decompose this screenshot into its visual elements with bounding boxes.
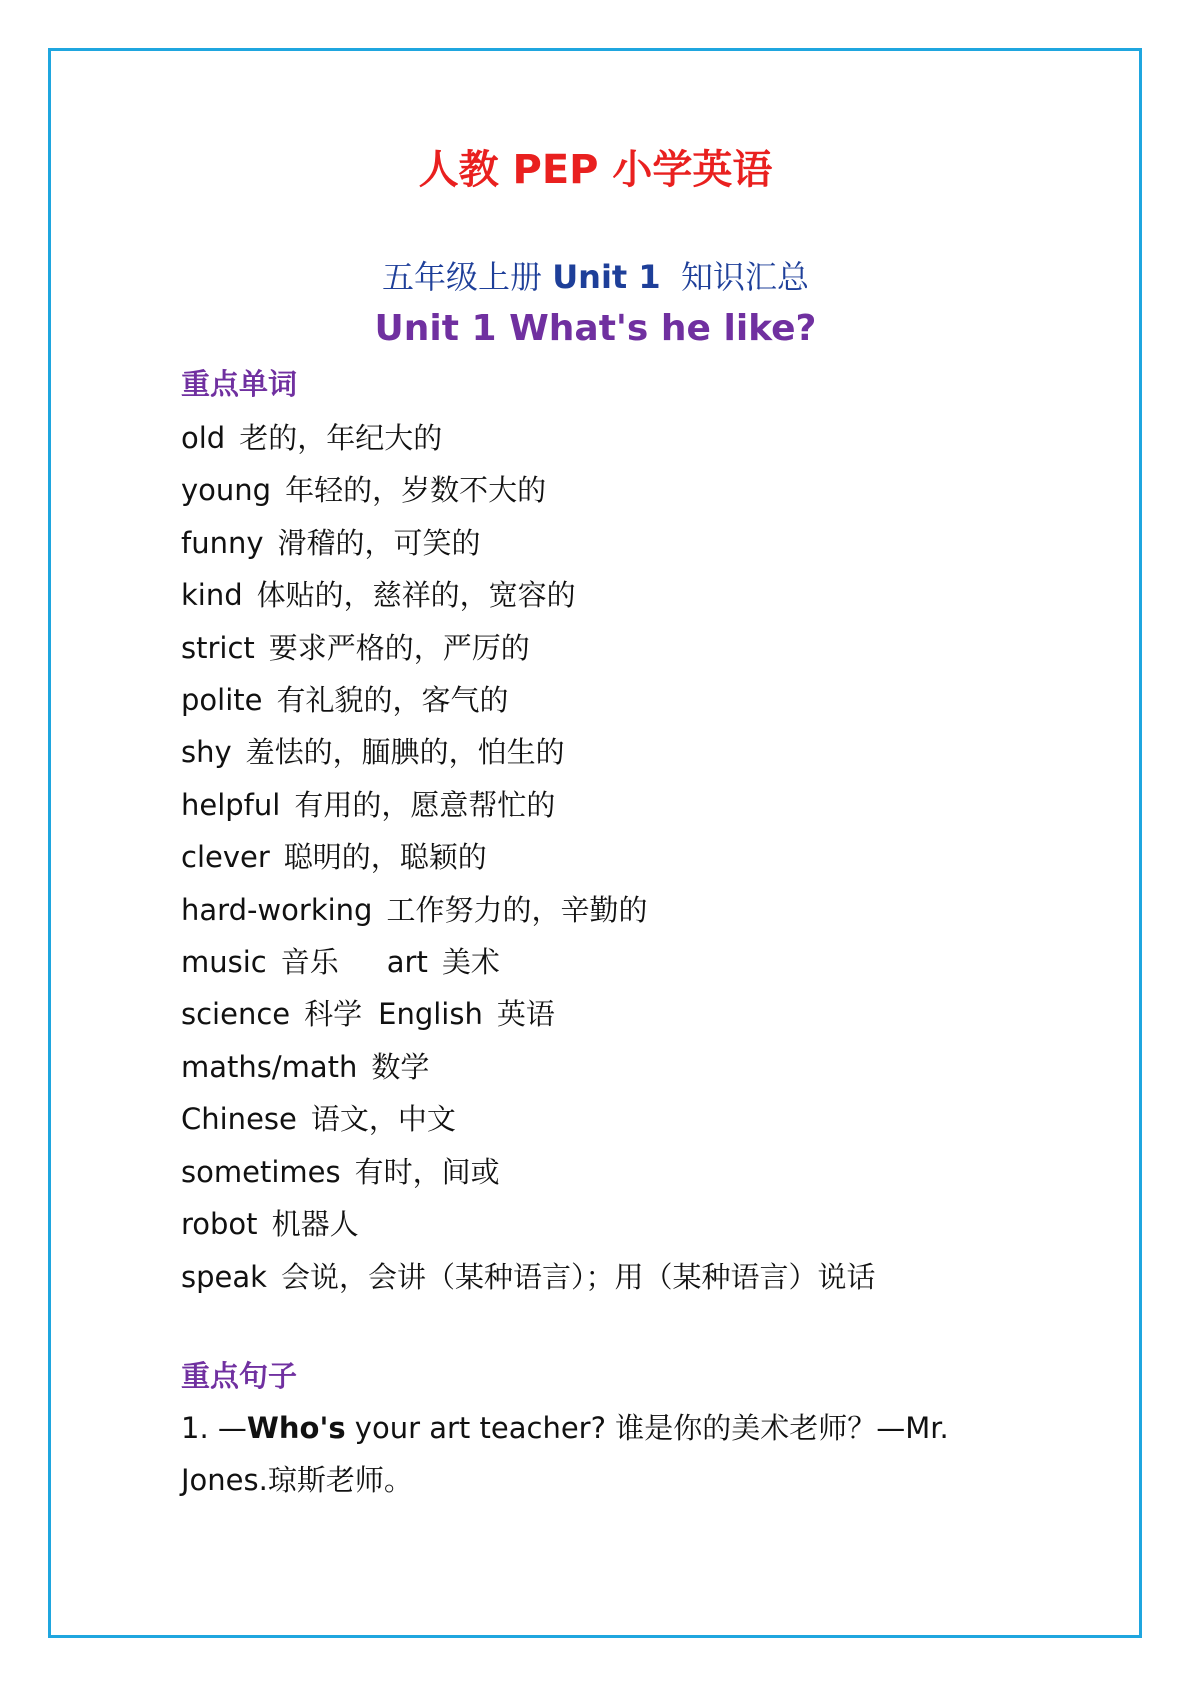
vocab-list [181, 412, 875, 1303]
vocab-item [181, 884, 875, 936]
vocab-word: helpful [181, 787, 281, 822]
subtitle-prefix: 五年级上册 [382, 258, 553, 296]
vocab-word: Chinese [181, 1102, 297, 1137]
vocab-item [181, 464, 875, 516]
page-subtitle [0, 253, 1191, 301]
vocab-item [181, 936, 875, 988]
vocab-word: shy [181, 735, 232, 770]
vocab-item [181, 674, 875, 726]
vocab-meaning: 机器人 [271, 1207, 359, 1242]
vocab-meaning: 会说，会讲（某种语言）；用（某种语言）说话 [280, 1259, 876, 1294]
vocab-item [181, 517, 875, 569]
vocab-list-container [181, 412, 875, 1303]
vocab-item [181, 831, 875, 883]
vocab-item [181, 726, 875, 778]
subtitle-suffix: 知识汇总 [660, 258, 809, 296]
vocab-word: clever [181, 840, 270, 875]
page-title: 人教 PEP 小学英语 [418, 147, 773, 193]
sentences-heading: 重点句子 [181, 1359, 298, 1393]
vocab-meaning: 音乐 [280, 945, 339, 980]
vocab-meaning: 老的，年纪大的 [239, 421, 443, 455]
vocab-item [181, 1198, 875, 1250]
vocab-meaning: 工作努力的，辛勤的 [386, 892, 648, 927]
vocab-meaning: 有用的，愿意帮忙的 [294, 787, 556, 822]
vocab-word: speak [181, 1259, 267, 1294]
vocab-word: English [378, 997, 483, 1032]
vocab-word: polite [181, 683, 263, 718]
vocab-item [181, 779, 875, 831]
unit-title: Unit 1 What's he like? [374, 308, 817, 349]
vocab-item [181, 1093, 875, 1145]
vocab-word: sometimes [181, 1154, 341, 1189]
vocab-word: maths/math [181, 1049, 358, 1084]
vocab-item [181, 569, 875, 621]
vocab-meaning: 数学 [371, 1049, 430, 1084]
vocab-word: hard-working [181, 892, 373, 927]
vocab-meaning: 羞怯的，腼腆的，怕生的 [245, 735, 565, 770]
vocab-meaning: 语文，中文 [310, 1102, 456, 1137]
vocab-heading: 重点单词 [181, 367, 298, 401]
vocab-meaning: 聪明的，聪颖的 [283, 840, 487, 875]
vocab-meaning: 有时，间或 [354, 1154, 500, 1189]
sentence-rest: your art teacher? 谁是你的美术老师？—Mr. Jones.琼斯老师。 [181, 1411, 949, 1497]
sentence-number: 1. — [181, 1411, 247, 1445]
vocab-meaning: 英语 [496, 997, 555, 1032]
vocab-word: funny [181, 525, 264, 560]
vocab-word: kind [181, 578, 243, 613]
vocab-word: science [181, 997, 291, 1032]
vocab-item [181, 622, 875, 674]
vocab-item [181, 1146, 875, 1198]
vocab-meaning: 科学 [304, 997, 363, 1032]
vocab-meaning: 滑稽的，可笑的 [277, 525, 481, 560]
vocab-meaning: 有礼貌的，客气的 [276, 683, 509, 718]
vocab-item [181, 1041, 875, 1093]
vocab-meaning: 年轻的，岁数不大的 [285, 473, 547, 508]
vocab-word: art [386, 945, 428, 980]
vocab-item [181, 412, 875, 464]
sentence-item [181, 1402, 1031, 1506]
vocab-word: music [181, 945, 267, 980]
vocab-word: robot [181, 1207, 258, 1242]
vocab-item [181, 988, 875, 1040]
vocab-meaning: 美术 [441, 945, 500, 980]
vocab-word: young [181, 473, 272, 508]
vocab-word: strict [181, 630, 255, 665]
subtitle-unit: Unit 1 [552, 258, 661, 296]
sentence-bold: Who's [246, 1411, 346, 1445]
vocab-item [181, 1251, 875, 1303]
vocab-meaning: 要求严格的，严厉的 [268, 630, 530, 665]
vocab-meaning: 体贴的，慈祥的，宽容的 [256, 578, 576, 613]
vocab-word: old [181, 421, 226, 455]
